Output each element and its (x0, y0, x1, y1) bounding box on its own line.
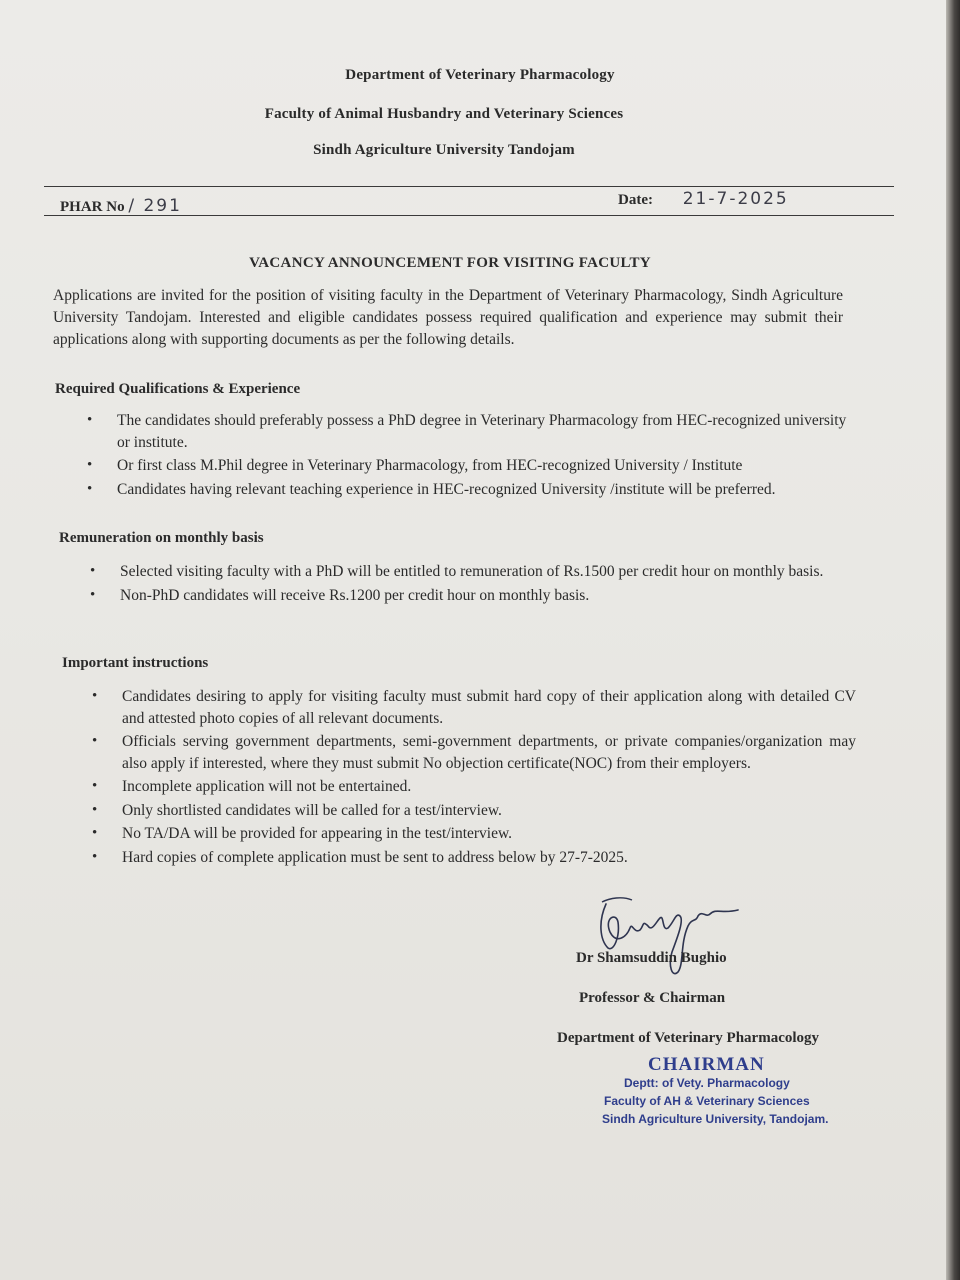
top-rule (44, 186, 894, 187)
list-item: • Hard copies of complete application must be sent to address below by 27-7-2025. (122, 847, 856, 869)
date-value: 21-7-2025 (682, 189, 789, 209)
list-item: • Selected visiting faculty with a PhD will be entitled to remuneration of Rs.1500 per credit hour on monthly basis. (120, 561, 852, 583)
list-item: • Officials serving government departments, semi-government departments, or private companies/organization may also apply if interested, where they must submit No objection certificate(NOC) from their employers. (122, 731, 856, 774)
header-university: Sindh Agriculture University Tandojam (313, 142, 575, 158)
official-stamp (596, 1052, 836, 1138)
signatory-department: Department of Veterinary Pharmacology (557, 1030, 820, 1046)
list-item: • Incomplete application will not be entertained. (122, 776, 856, 798)
page-edge-shadow (946, 0, 960, 1280)
signatory-designation: Professor & Chairman (579, 990, 726, 1006)
date-label: Date: (618, 192, 653, 208)
stamp-line-4: Sindh Agriculture University, Tandojam. (602, 1112, 829, 1126)
list-item: • Only shortlisted candidates will be called for a test/interview. (122, 800, 856, 822)
reference-number-value: / 291 (128, 196, 182, 216)
reference-label: PHAR No (60, 199, 125, 215)
reference-date (618, 189, 789, 209)
header-department: Department of Veterinary Pharmacology (345, 67, 615, 83)
instructions-list (122, 686, 856, 870)
remuneration-list (120, 561, 852, 608)
signatory-name: Dr Shamsuddin Bughio (576, 950, 727, 966)
document-title: VACANCY ANNOUNCEMENT FOR VISITING FACULTY (249, 255, 651, 271)
qualifications-list (117, 410, 847, 502)
section-heading-instructions: Important instructions (62, 655, 209, 671)
section-heading-qualifications: Required Qualifications & Experience (55, 381, 301, 397)
bottom-rule (44, 215, 894, 216)
stamp-line-2: Deptt: of Vety. Pharmacology (624, 1076, 790, 1090)
section-heading-remuneration: Remuneration on monthly basis (59, 530, 264, 546)
list-item: • Non-PhD candidates will receive Rs.1200 per credit hour on monthly basis. (120, 585, 852, 607)
list-item: • The candidates should preferably possess a PhD degree in Veterinary Pharmacology from HEC-recognized university or institute. (117, 410, 847, 453)
list-item: • No TA/DA will be provided for appearing in the test/interview. (122, 823, 856, 845)
handwritten-signature (592, 892, 752, 984)
list-item: • Candidates having relevant teaching experience in HEC-recognized University /institute will be preferred. (117, 479, 847, 501)
list-item: • Or first class M.Phil degree in Veterinary Pharmacology, from HEC-recognized University / Institute (117, 455, 847, 477)
stamp-line-3: Faculty of AH & Veterinary Sciences (604, 1094, 810, 1108)
header-faculty: Faculty of Animal Husbandry and Veterinary Sciences (264, 106, 624, 122)
stamp-line-1: CHAIRMAN (648, 1054, 765, 1075)
reference-number (60, 196, 182, 216)
list-item: • Candidates desiring to apply for visiting faculty must submit hard copy of their application along with detailed CV and attested photo copies of all relevant documents. (122, 686, 856, 729)
intro-paragraph: Applications are invited for the position of visiting faculty in the Department of Veterinary Pharmacology, Sindh Agriculture University Tandojam. Interested and eligible candidates possess required qualification and experience may submit their applications along with supporting documents as per the following details. (53, 287, 843, 348)
